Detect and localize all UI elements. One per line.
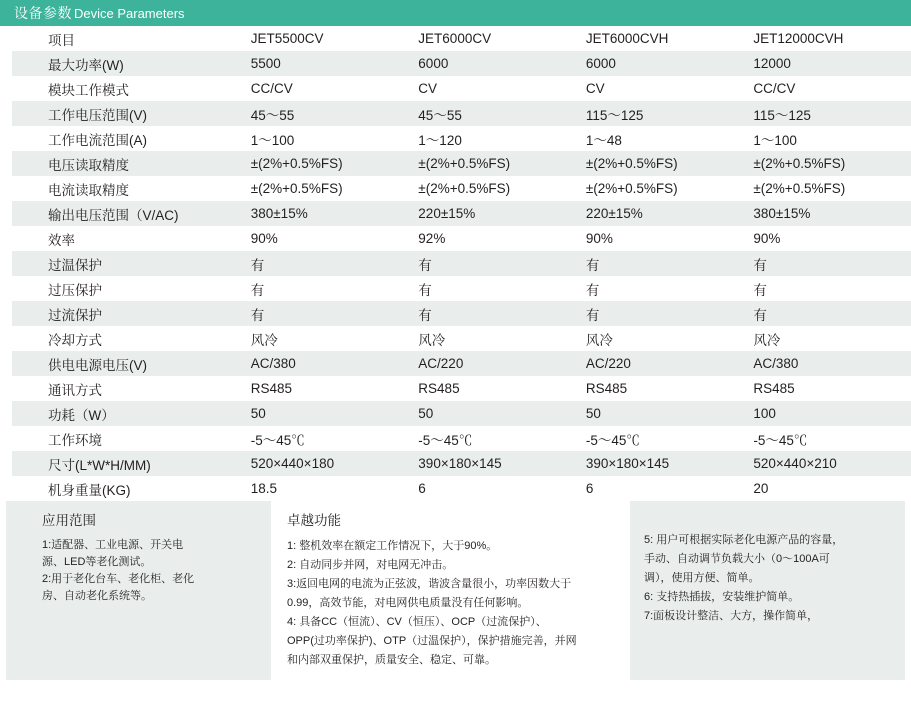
row-cell: 1～120 <box>408 126 576 151</box>
page-title-cn: 设备参数 <box>14 5 72 21</box>
row-cell: CV <box>576 76 744 101</box>
row-cell: 有 <box>743 276 911 301</box>
table-row <box>12 51 911 76</box>
table-row <box>12 451 911 476</box>
row-cell: ±(2%+0.5%FS) <box>576 176 744 201</box>
row-label: 功耗（W） <box>12 401 241 426</box>
table-row <box>12 101 911 126</box>
row-cell: ±(2%+0.5%FS) <box>408 176 576 201</box>
row-cell: 390×180×145 <box>576 451 744 476</box>
row-label: 尺寸(L*W*H/MM) <box>12 451 241 476</box>
column-header-model-2: JET6000CV <box>408 26 576 51</box>
row-cell: RS485 <box>408 376 576 401</box>
row-label: 效率 <box>12 226 241 251</box>
features-line: 3:返回电网的电流为正弦波，谐波含量很小，功率因数大于 <box>287 578 572 590</box>
bottom-panels <box>6 501 905 680</box>
row-cell: 45～55 <box>408 101 576 126</box>
row-label: 过流保护 <box>12 301 241 326</box>
row-cell: 6000 <box>408 51 576 76</box>
table-row <box>12 326 911 351</box>
row-cell: 有 <box>576 251 744 276</box>
row-cell: CC/CV <box>743 76 911 101</box>
spec-table-wrapper <box>0 26 911 501</box>
row-cell: 390×180×145 <box>408 451 576 476</box>
row-label: 电流读取精度 <box>12 176 241 201</box>
table-row <box>12 301 911 326</box>
row-cell: RS485 <box>576 376 744 401</box>
row-cell: 有 <box>408 251 576 276</box>
row-cell: 18.5 <box>241 476 409 501</box>
table-row <box>12 251 911 276</box>
row-cell: ±(2%+0.5%FS) <box>241 151 409 176</box>
row-cell: 有 <box>408 301 576 326</box>
row-cell: 12000 <box>743 51 911 76</box>
row-cell: 115～125 <box>576 101 744 126</box>
table-row <box>12 351 911 376</box>
row-cell: 92% <box>408 226 576 251</box>
row-label: 输出电压范围（V/AC) <box>12 201 241 226</box>
row-cell: AC/380 <box>241 351 409 376</box>
table-row <box>12 126 911 151</box>
column-header-model-4: JET12000CVH <box>743 26 911 51</box>
row-cell: 有 <box>408 276 576 301</box>
features-line: 5: 用户可根据实际老化电源产品的容量， <box>644 534 844 546</box>
row-cell: ±(2%+0.5%FS) <box>576 151 744 176</box>
row-cell: 1～100 <box>241 126 409 151</box>
row-cell: 1～100 <box>743 126 911 151</box>
row-label: 通讯方式 <box>12 376 241 401</box>
row-cell: AC/220 <box>408 351 576 376</box>
row-cell: 520×440×210 <box>743 451 911 476</box>
table-row <box>12 401 911 426</box>
features-panel <box>270 501 630 680</box>
row-cell: AC/220 <box>576 351 744 376</box>
table-row <box>12 176 911 201</box>
row-cell: 风冷 <box>743 326 911 351</box>
spec-table <box>12 26 911 501</box>
row-label: 模块工作模式 <box>12 76 241 101</box>
features-line: 6: 支持热插拔，安装维护简单。 <box>644 591 800 603</box>
row-cell: 50 <box>576 401 744 426</box>
application-scope-panel <box>6 501 270 680</box>
row-cell: 90% <box>743 226 911 251</box>
row-cell: 风冷 <box>408 326 576 351</box>
row-cell: ±(2%+0.5%FS) <box>743 151 911 176</box>
row-cell: 有 <box>241 251 409 276</box>
row-cell: 1～48 <box>576 126 744 151</box>
row-cell: 有 <box>743 301 911 326</box>
table-row <box>12 226 911 251</box>
spec-table-body <box>12 26 911 501</box>
features-line: OPP(过功率保护)、OTP（过温保护），保护措施完善，并网 <box>287 635 577 647</box>
features-line: 2: 自动同步并网，对电网无冲击。 <box>287 559 454 571</box>
row-cell: CC/CV <box>241 76 409 101</box>
features-line: 手动、自动调节负载大小（0～100A可 <box>644 553 830 565</box>
features-line: 0.99，高效节能，对电网供电质量没有任何影响。 <box>287 597 529 609</box>
row-cell: 有 <box>743 251 911 276</box>
row-label: 冷却方式 <box>12 326 241 351</box>
row-cell: 6 <box>408 476 576 501</box>
page-title-en: Device Parameters <box>74 5 185 21</box>
table-row <box>12 76 911 101</box>
row-cell: 有 <box>241 301 409 326</box>
column-header-item: 项目 <box>12 26 241 51</box>
features-title: 卓越功能 <box>287 513 341 528</box>
row-cell: 100 <box>743 401 911 426</box>
row-label: 电压读取精度 <box>12 151 241 176</box>
table-header-row <box>12 26 911 51</box>
row-cell: 风冷 <box>241 326 409 351</box>
row-cell: -5～45℃ <box>408 426 576 451</box>
row-cell: 45～55 <box>241 101 409 126</box>
row-cell: RS485 <box>241 376 409 401</box>
row-cell: 50 <box>408 401 576 426</box>
row-cell: 有 <box>241 276 409 301</box>
application-scope-line: 源、LED等老化测试。 <box>42 556 152 568</box>
row-cell: 风冷 <box>576 326 744 351</box>
row-cell: 520×440×180 <box>241 451 409 476</box>
features-line: 4: 具备CC（恒流）、CV（恒压）、OCP（过流保护）、 <box>287 616 547 628</box>
row-cell: 20 <box>743 476 911 501</box>
row-cell: 有 <box>576 276 744 301</box>
row-label: 工作环境 <box>12 426 241 451</box>
application-scope-title: 应用范围 <box>42 513 96 528</box>
row-cell: 50 <box>241 401 409 426</box>
application-scope-line: 1:适配器、工业电源、开关电 <box>42 539 184 551</box>
column-header-model-3: JET6000CVH <box>576 26 744 51</box>
table-row <box>12 376 911 401</box>
column-header-model-1: JET5500CV <box>241 26 409 51</box>
row-cell: -5～45℃ <box>241 426 409 451</box>
row-cell: 6000 <box>576 51 744 76</box>
row-cell: 220±15% <box>576 201 744 226</box>
row-cell: 6 <box>576 476 744 501</box>
features-panel-continued <box>630 501 905 680</box>
row-cell: ±(2%+0.5%FS) <box>743 176 911 201</box>
row-label: 供电电源电压(V) <box>12 351 241 376</box>
features-line: 调），使用方便、简单。 <box>644 572 760 584</box>
row-cell: 90% <box>576 226 744 251</box>
row-cell: ±(2%+0.5%FS) <box>241 176 409 201</box>
row-cell: 有 <box>576 301 744 326</box>
row-label: 机身重量(KG) <box>12 476 241 501</box>
row-cell: CV <box>408 76 576 101</box>
row-label: 最大功率(W) <box>12 51 241 76</box>
table-row <box>12 276 911 301</box>
row-cell: 220±15% <box>408 201 576 226</box>
row-cell: AC/380 <box>743 351 911 376</box>
row-label: 过温保护 <box>12 251 241 276</box>
row-cell: -5～45℃ <box>743 426 911 451</box>
application-scope-line: 2:用于老化台车、老化柜、老化 <box>42 573 195 585</box>
row-cell: 5500 <box>241 51 409 76</box>
row-cell: ±(2%+0.5%FS) <box>408 151 576 176</box>
row-cell: 380±15% <box>241 201 409 226</box>
row-cell: -5～45℃ <box>576 426 744 451</box>
features-line: 1: 整机效率在额定工作情况下，大于90%。 <box>287 540 498 552</box>
table-row <box>12 476 911 501</box>
table-row <box>12 426 911 451</box>
row-cell: 90% <box>241 226 409 251</box>
features-line: 和内部双重保护，质量安全、稳定、可靠。 <box>287 654 496 666</box>
row-label: 过压保护 <box>12 276 241 301</box>
page-title-bar <box>0 0 911 26</box>
row-label: 工作电流范围(A) <box>12 126 241 151</box>
application-scope-line: 房、自动老化系统等。 <box>42 590 152 602</box>
row-cell: 380±15% <box>743 201 911 226</box>
table-row <box>12 201 911 226</box>
row-cell: RS485 <box>743 376 911 401</box>
spacer <box>644 509 895 531</box>
row-cell: 115～125 <box>743 101 911 126</box>
table-row <box>12 151 911 176</box>
features-line: 7:面板设计整洁、大方，操作简单， <box>644 610 819 622</box>
row-label: 工作电压范围(V) <box>12 101 241 126</box>
